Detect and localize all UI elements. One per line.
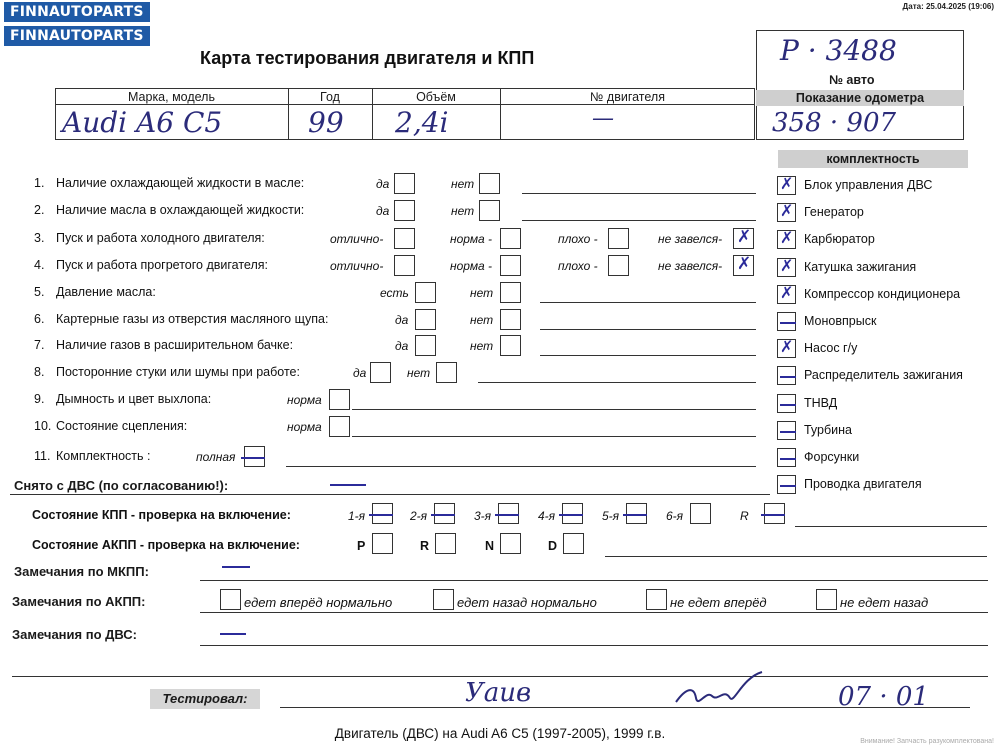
akpp-option-label: не едет вперёд (670, 595, 767, 610)
signature-icon (672, 668, 768, 714)
answer-checkbox[interactable] (500, 228, 521, 249)
question-text: Пуск и работа прогретого двигателя: (56, 258, 268, 272)
model-value: Audi A6 C5 (62, 106, 223, 139)
question-text: Наличие охлаждающей жидкости в масле: (56, 176, 305, 190)
question-number: 8. (34, 365, 45, 379)
question-text: Посторонние стуки или шумы при работе: (56, 365, 300, 379)
remarks-dvs-label: Замечания по ДВС: (12, 627, 137, 642)
answer-checkbox[interactable] (479, 200, 500, 221)
auto-gear-checkbox[interactable] (563, 533, 584, 554)
manual-gearbox-line (795, 526, 987, 527)
manual-gear-checkbox[interactable] (498, 503, 519, 524)
manual-gear-checkbox[interactable] (690, 503, 711, 524)
answer-checkbox[interactable] (436, 362, 457, 383)
answer-option-label: норма (287, 420, 322, 434)
test-date: 07 · 01 (838, 682, 929, 712)
completeness-checkbox[interactable] (777, 230, 796, 249)
remarks-dvs-dash (220, 633, 246, 635)
brand-logo: FINNAUTOPARTS (4, 2, 150, 22)
completeness-checkbox[interactable] (777, 475, 796, 494)
answer-checkbox[interactable] (479, 173, 500, 194)
column-model: Марка, модель (127, 90, 215, 104)
auto-gearbox-line (605, 556, 987, 557)
answer-checkbox[interactable] (394, 200, 415, 221)
question-number: 11. (34, 449, 51, 463)
completeness-checkbox[interactable] (777, 203, 796, 222)
manual-gear-label: R (740, 509, 749, 523)
completeness-checkbox[interactable] (777, 366, 796, 385)
answer-option-label: отлично- (330, 232, 384, 246)
completeness-title: комплектность (778, 150, 968, 168)
question-text: Дымность и цвет выхлопа: (56, 392, 212, 406)
completeness-item-label: Компрессор кондиционера (804, 287, 961, 301)
manual-gear-label: 3-я (474, 509, 492, 523)
completeness-checkbox[interactable] (777, 258, 796, 277)
answer-line (522, 193, 756, 194)
year-value: 99 (308, 106, 344, 139)
tested-by-label: Тестировал: (150, 689, 260, 709)
answer-checkbox[interactable] (608, 228, 629, 249)
answer-checkbox[interactable] (394, 255, 415, 276)
akpp-option-label: едет назад нормально (457, 595, 597, 610)
answer-line (286, 466, 756, 467)
answer-checkbox[interactable] (608, 255, 629, 276)
removed-parts-label: Снято с ДВС (по согласованию!): (14, 478, 229, 493)
remarks-akpp-label: Замечания по АКПП: (12, 594, 146, 609)
question-number: 10. (34, 419, 52, 433)
manual-gear-label: 2-я (410, 509, 428, 523)
manual-gear-checkbox[interactable] (626, 503, 647, 524)
completeness-item-label: Форсунки (804, 450, 860, 464)
auto-gear-label: R (420, 539, 430, 553)
answer-option-label: да (395, 339, 409, 353)
manual-gear-checkbox[interactable] (434, 503, 455, 524)
removed-parts-dash (330, 484, 366, 486)
answer-line (540, 355, 756, 356)
answer-option-label: да (353, 366, 367, 380)
question-number: 4. (34, 258, 45, 272)
auto-gear-checkbox[interactable] (372, 533, 393, 554)
question-number: 2. (34, 203, 45, 217)
answer-option-label: нет (451, 204, 475, 218)
answer-option-label: норма - (450, 259, 493, 273)
question-text: Картерные газы из отверстия масляного щупа: (56, 312, 329, 326)
akpp-option-label: не едет назад (840, 595, 929, 610)
answer-option-label: да (395, 313, 409, 327)
question-text: Комплектность : (56, 449, 151, 463)
manual-gear-label: 5-я (602, 509, 620, 523)
answer-line (352, 436, 756, 437)
answer-option-label: плохо - (558, 232, 598, 246)
auto-gearbox-label: Состояние АКПП - проверка на включение: (32, 538, 300, 552)
car-number-value: Р · 3488 (780, 34, 897, 67)
question-text: Наличие масла в охлаждающей жидкости: (56, 203, 305, 217)
brand-logo-secondary: FINNAUTOPARTS (4, 26, 150, 46)
question-number: 7. (34, 338, 45, 352)
answer-checkbox[interactable] (329, 416, 350, 437)
completeness-item-label: Моновпрыск (804, 314, 877, 328)
completeness-item-label: Блок управления ДВС (804, 178, 933, 192)
manual-gearbox-label: Состояние КПП - проверка на включение: (32, 508, 291, 522)
completeness-checkbox[interactable] (777, 448, 796, 467)
completeness-item-label: ТНВД (804, 396, 838, 410)
volume-value: 2,4i (395, 106, 449, 139)
akpp-option-label: едет вперёд нормально (244, 595, 393, 610)
photo-caption: Двигатель (ДВС) на Audi A6 C5 (1997-2005), 1999 г.в. (0, 718, 1000, 750)
answer-checkbox[interactable] (329, 389, 350, 410)
auto-gear-label: P (357, 539, 366, 553)
column-engine-no: № двигателя (590, 90, 665, 104)
answer-line (540, 302, 756, 303)
answer-line (478, 382, 756, 383)
auto-gear-checkbox[interactable] (435, 533, 456, 554)
answer-option-label: нет (470, 339, 494, 353)
car-number-label: № авто (829, 73, 875, 87)
completeness-checkbox[interactable] (777, 394, 796, 413)
answer-checkbox[interactable] (394, 228, 415, 249)
remarks-extra-line (12, 676, 988, 677)
akpp-option-checkbox[interactable] (220, 589, 241, 610)
manual-gear-checkbox[interactable] (372, 503, 393, 524)
remarks-dvs-line (200, 645, 988, 646)
remarks-mkpp-line (200, 580, 988, 581)
answer-option-label: нет (470, 286, 494, 300)
answer-checkbox[interactable] (415, 335, 436, 356)
watermark: Внимание! Запчасть разукомплектована! (860, 738, 994, 745)
question-number: 1. (34, 176, 45, 190)
akpp-option-checkbox[interactable] (816, 589, 837, 610)
answer-checkbox[interactable] (500, 309, 521, 330)
answer-option-label: не завелся- (658, 259, 723, 273)
answer-option-label: нет (470, 313, 494, 327)
completeness-item-label: Распределитель зажигания (804, 368, 963, 382)
completeness-checkbox[interactable] (777, 176, 796, 195)
answer-checkbox[interactable] (415, 282, 436, 303)
completeness-checkbox[interactable] (777, 339, 796, 358)
manual-gear-checkbox[interactable] (562, 503, 583, 524)
answer-checkbox[interactable] (500, 255, 521, 276)
removed-parts-line (10, 494, 770, 495)
completeness-item-label: Насос г/у (804, 341, 858, 355)
answer-checkbox[interactable] (394, 173, 415, 194)
answer-option-label: плохо - (558, 259, 598, 273)
question-text: Состояние сцепления: (56, 419, 188, 433)
remarks-mkpp-dash (222, 566, 250, 568)
form-title: Карта тестирования двигателя и КПП (200, 48, 535, 68)
question-number: 5. (34, 285, 45, 299)
answer-option-label: да (376, 177, 390, 191)
answer-option-label: норма (287, 393, 322, 407)
vehicle-table-divider (55, 104, 755, 105)
question-number: 9. (34, 392, 45, 406)
answer-option-label: норма - (450, 232, 493, 246)
capture-date: Дата: 25.04.2025 (19:06) (902, 2, 994, 11)
answer-line (352, 409, 756, 410)
answer-line (522, 220, 756, 221)
auto-gear-checkbox[interactable] (500, 533, 521, 554)
completeness-item-label: Генератор (804, 205, 864, 219)
completeness-checkbox[interactable] (777, 421, 796, 440)
answer-checkbox[interactable] (500, 335, 521, 356)
question-number: 3. (34, 231, 45, 245)
completeness-checkbox[interactable] (777, 285, 796, 304)
column-volume: Объём (416, 90, 456, 104)
answer-checkbox[interactable] (370, 362, 391, 383)
question-text: Давление масла: (56, 285, 156, 299)
odometer-label: Показание одометра (756, 90, 964, 106)
remarks-mkpp-label: Замечания по МКПП: (14, 564, 149, 579)
auto-gear-label: D (548, 539, 558, 553)
question-text: Пуск и работа холодного двигателя: (56, 231, 265, 245)
answer-option-label: есть (380, 286, 409, 300)
engine-no-value: — (592, 106, 614, 131)
manual-gear-label: 4-я (538, 509, 556, 523)
manual-gear-checkbox[interactable] (764, 503, 785, 524)
manual-gear-label: 6-я (666, 509, 684, 523)
question-text: Наличие газов в расширительном бачке: (56, 338, 294, 352)
answer-checkbox[interactable] (500, 282, 521, 303)
answer-option-label: да (376, 204, 390, 218)
answer-line (540, 329, 756, 330)
auto-gear-label: N (485, 539, 495, 553)
answer-option-label: не завелся- (658, 232, 723, 246)
completeness-item-label: Катушка зажигания (804, 260, 917, 274)
completeness-item-label: Турбина (804, 423, 852, 437)
completeness-checkbox[interactable] (777, 312, 796, 331)
akpp-option-checkbox[interactable] (433, 589, 454, 610)
answer-checkbox[interactable] (415, 309, 436, 330)
answer-option-label: нет (451, 177, 475, 191)
completeness-item-label: Карбюратор (804, 232, 875, 246)
completeness-item-label: Проводка двигателя (804, 477, 922, 491)
question-number: 6. (34, 312, 45, 326)
tester-signature: Уаив (465, 678, 532, 708)
manual-gear-label: 1-я (348, 509, 366, 523)
column-year: Год (320, 90, 340, 104)
answer-checkbox[interactable] (244, 446, 265, 467)
akpp-option-checkbox[interactable] (646, 589, 667, 610)
answer-option-label: полная (196, 450, 236, 464)
answer-checkbox[interactable] (733, 228, 754, 249)
answer-option-label: нет (407, 366, 431, 380)
odometer-value: 358 · 907 (772, 108, 897, 138)
answer-checkbox[interactable] (733, 255, 754, 276)
remarks-akpp-line (200, 612, 988, 613)
answer-option-label: отлично- (330, 259, 384, 273)
